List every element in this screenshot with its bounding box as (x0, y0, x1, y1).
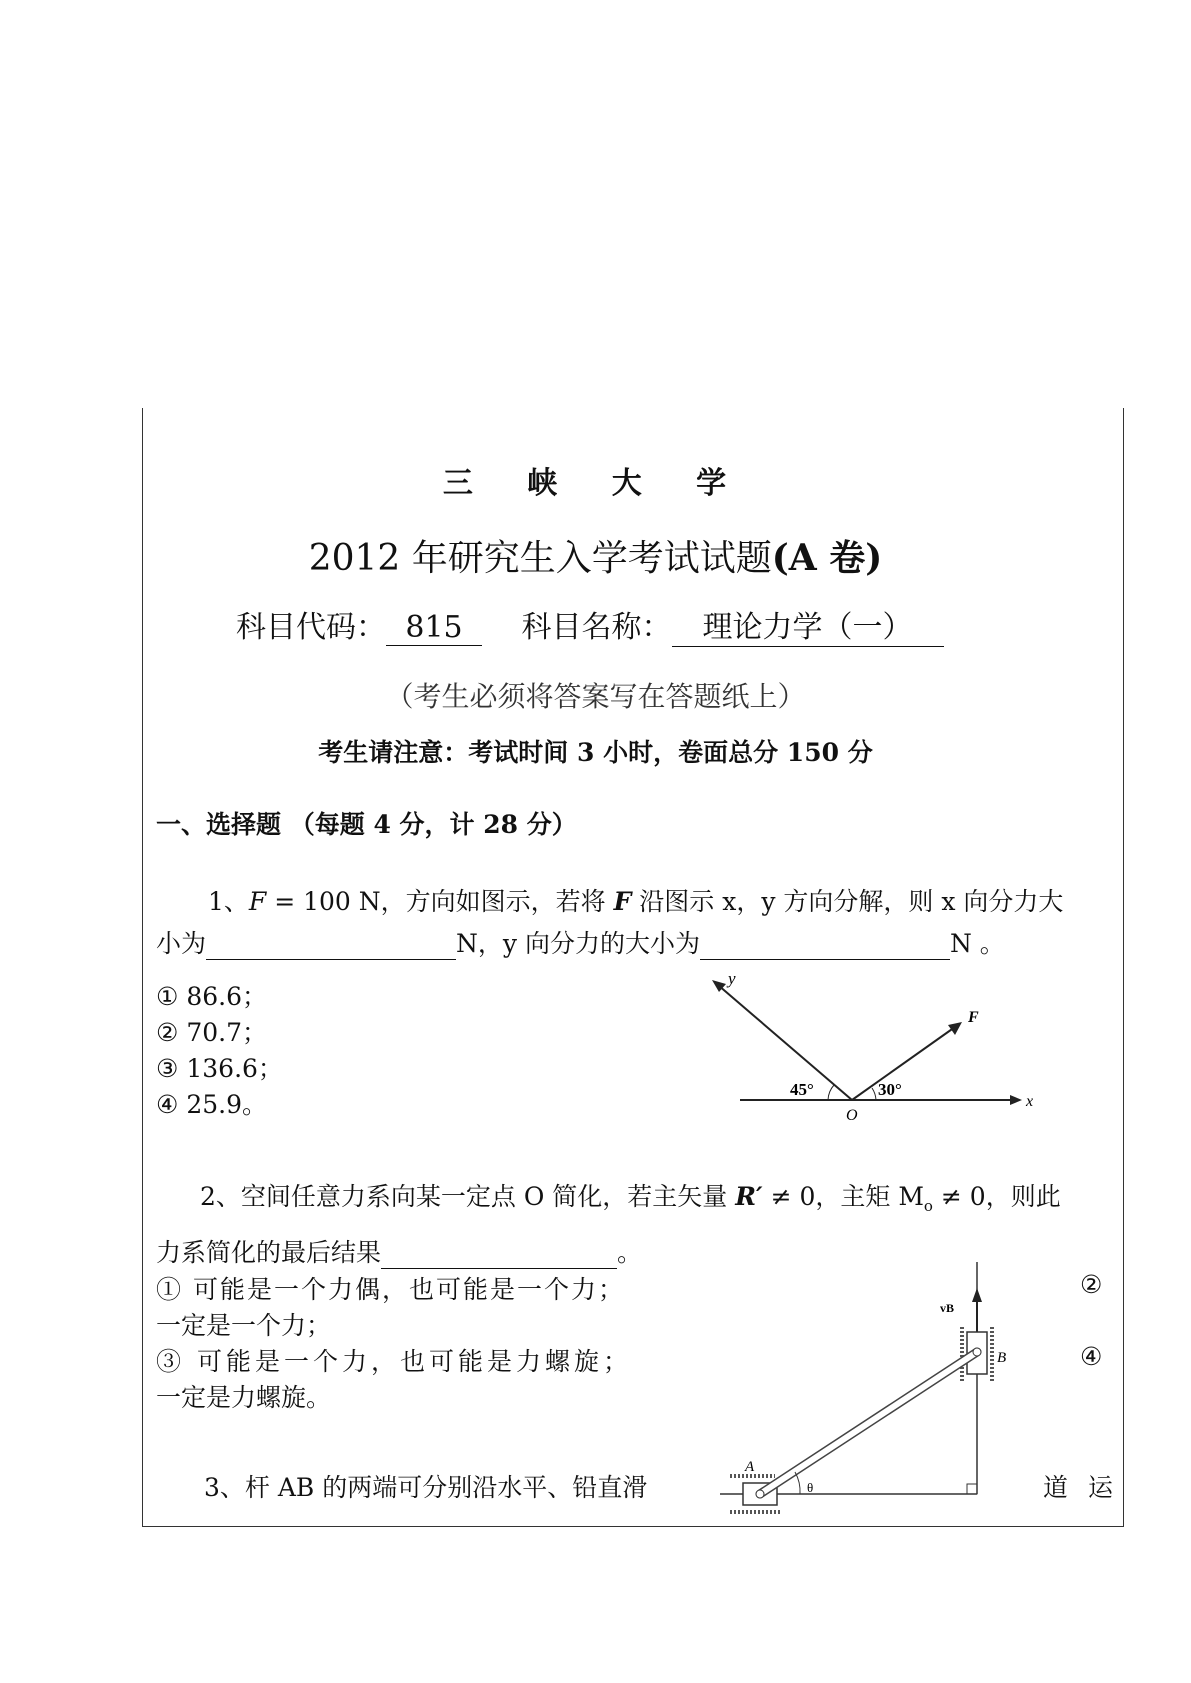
subject-name: 理论力学（一） (672, 602, 944, 647)
q1-text: 沿图示 x，y 方向分解，则 x 向分力大 (631, 887, 1064, 916)
subject-code: 815 (386, 610, 482, 646)
q2-option-2: 一定是一个力； (156, 1311, 332, 1340)
q2-text3: ≠ 0，则此 (932, 1182, 1061, 1211)
code-label: 科目代码： (236, 610, 386, 645)
q2-text4: 力系简化的最后结果 (156, 1238, 382, 1267)
university-name: 三 峡 大 学 (442, 466, 749, 501)
fig-vB: vB (940, 1301, 955, 1315)
q1-text2: 小为 (156, 929, 207, 958)
name-label: 科目名称： (521, 610, 672, 645)
vB-arrow-icon (972, 1288, 982, 1302)
q1-F-bold: F (613, 887, 632, 916)
fig-theta: θ (807, 1480, 814, 1495)
fig-x: x (1026, 1093, 1034, 1110)
fig-B: B (997, 1350, 1007, 1366)
force-vector (852, 1027, 955, 1100)
q1-option-2: ② 70.7； (156, 1018, 268, 1047)
F-arrow-icon (948, 1022, 962, 1035)
q2-line2 (156, 1233, 642, 1269)
q1-line1 (208, 882, 1063, 918)
q3-text-b: 道 运 (1043, 1473, 1119, 1502)
y-axis (718, 985, 852, 1100)
instruction: （考生必须将答案写在答题纸上） (385, 680, 806, 713)
q2-line1 (200, 1177, 1061, 1215)
q2-text1: 2、空间任意力系向某一定点 O 简化，若主矢量 (200, 1182, 736, 1211)
q1-blank-y[interactable] (700, 933, 950, 960)
q2-option-4: 一定是力螺旋。 (156, 1383, 332, 1412)
q1-blank-x[interactable] (206, 933, 456, 960)
force-diagram (700, 970, 1040, 1120)
title-suffix: (A 卷) (771, 537, 883, 579)
rod-diagram (715, 1262, 1015, 1527)
q2-text2: ≠ 0，主矩 M (762, 1182, 924, 1211)
q3-text: 3、杆 AB 的两端可分别沿水平、铅直滑 (204, 1473, 648, 1502)
x-arrow-icon (1010, 1095, 1022, 1105)
section-label: 一、选择题 (156, 810, 282, 839)
fig-30: 30° (878, 1080, 902, 1099)
fig-45: 45° (790, 1080, 814, 1099)
q1-F: F (248, 887, 267, 916)
subject-line (236, 602, 944, 647)
q1-num: 1、 (208, 887, 249, 916)
q2-option-1: ① 可能是一个力偶，也可能是一个力； (156, 1275, 625, 1304)
q1-text4: N 。 (949, 929, 1005, 958)
q2-sub: o (923, 1197, 933, 1215)
q2-option-3: ③ 可能是一个力，也可能是力螺旋； (156, 1347, 632, 1376)
q1-line2 (156, 924, 1005, 960)
q2-option-4-mark: ④ (1080, 1342, 1103, 1371)
q1-option-4: ④ 25.9。 (156, 1090, 268, 1119)
title-text: 2012 年研究生入学考试试题 (308, 538, 772, 579)
q1-option-1: ① 86.6； (156, 982, 268, 1011)
q2-end: 。 (617, 1238, 643, 1267)
fig-O: O (846, 1107, 858, 1120)
q2-R: R′ (735, 1182, 763, 1211)
exam-title (0, 530, 1191, 581)
q1-option-3: ③ 136.6； (156, 1054, 283, 1083)
q2-option-2-mark: ② (1080, 1270, 1103, 1299)
q1-eq: = 100 N，方向如图示，若将 (266, 887, 614, 916)
q2-blank[interactable] (381, 1242, 617, 1269)
section-note: （每题 4 分，计 28 分） (289, 810, 577, 839)
fig-A: A (745, 1459, 755, 1475)
q1-text3: N，y 向分力的大小为 (456, 929, 700, 958)
notice: 考生请注意：考试时间 3 小时，卷面总分 150 分 (318, 738, 873, 767)
fig-F: F (968, 1009, 979, 1026)
section-title (156, 805, 577, 841)
fig-y: y (728, 970, 736, 988)
